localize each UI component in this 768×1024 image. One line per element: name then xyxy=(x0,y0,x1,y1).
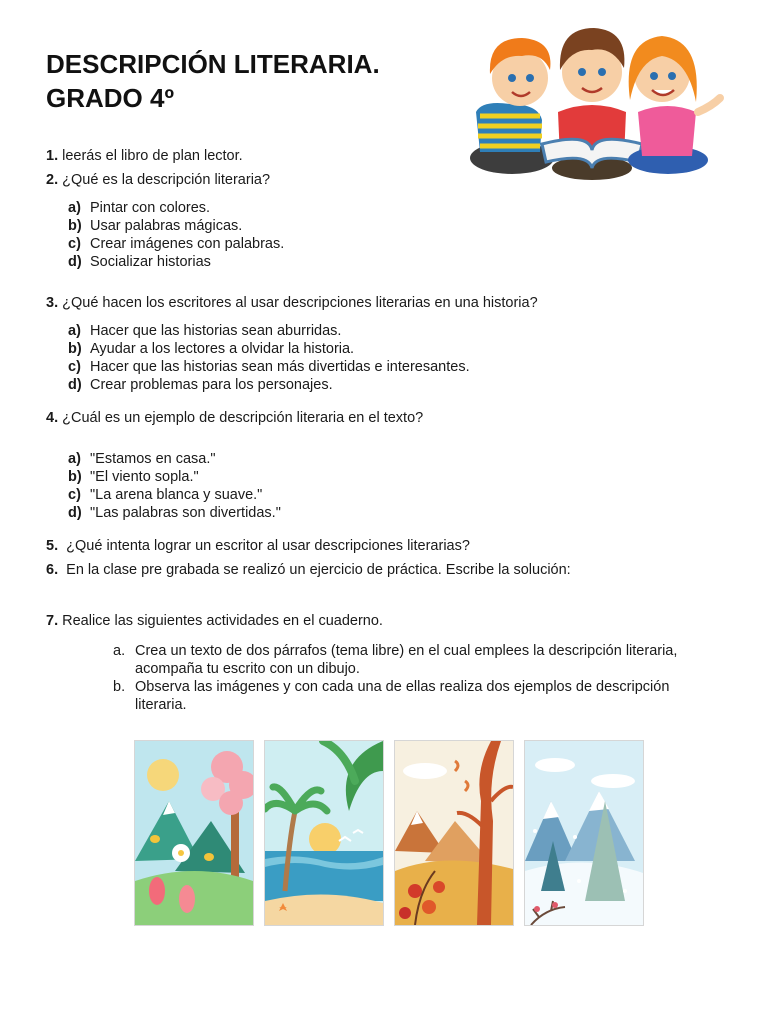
question-number: 5. xyxy=(46,538,59,554)
question-number: 4. xyxy=(46,410,59,426)
option-c xyxy=(68,486,281,504)
page-title xyxy=(46,47,380,115)
subitem-text: Crea un texto de dos párrafos (tema libre) en el cual emplees la descripción literaria, acompaña tu escrito con un dibujo. xyxy=(135,643,678,677)
option-key: b) xyxy=(68,341,82,357)
option-key: a) xyxy=(68,451,81,467)
option-text: "El viento sopla." xyxy=(90,469,199,485)
question-7 xyxy=(46,612,383,630)
option-key: a) xyxy=(68,323,81,339)
option-key: d) xyxy=(68,254,82,270)
question-number: 3. xyxy=(46,295,59,311)
question-text: En la clase pre grabada se realizó un ejercicio de práctica. Escribe la solución: xyxy=(66,562,571,578)
option-b xyxy=(68,340,470,358)
option-key: c) xyxy=(68,487,81,503)
option-text: "La arena blanca y suave." xyxy=(90,487,263,503)
children-reading-illustration xyxy=(462,20,724,188)
subitem-b xyxy=(113,678,713,714)
option-text: Ayudar a los lectores a olvidar la historia. xyxy=(90,341,355,357)
question-7-subitems xyxy=(113,642,713,714)
option-text: Crear imágenes con palabras. xyxy=(90,236,285,252)
question-number: 6. xyxy=(46,562,59,578)
option-a xyxy=(68,322,470,340)
title-line-2: GRADO 4º xyxy=(46,83,174,113)
question-1 xyxy=(46,147,243,165)
title-line-1: DESCRIPCIÓN LITERARIA. xyxy=(46,49,380,79)
option-key: a) xyxy=(68,200,81,216)
subitem-key: b. xyxy=(113,679,126,695)
question-number: 7. xyxy=(46,613,59,629)
option-d xyxy=(68,504,281,522)
option-text: Hacer que las historias sean más divertidas e interesantes. xyxy=(90,359,470,375)
question-text: ¿Cuál es un ejemplo de descripción literaria en el texto? xyxy=(62,410,424,426)
option-b xyxy=(68,217,284,235)
question-number: 2. xyxy=(46,172,59,188)
question-3 xyxy=(46,294,538,312)
option-text: Crear problemas para los personajes. xyxy=(90,377,333,393)
option-d xyxy=(68,376,470,394)
question-text: ¿Qué intenta lograr un escritor al usar descripciones literarias? xyxy=(66,538,470,554)
option-key: d) xyxy=(68,505,82,521)
subitem-text: Observa las imágenes y con cada una de ellas realiza dos ejemplos de descripción literaria. xyxy=(135,679,670,713)
question-text: Realice las siguientes actividades en el cuaderno. xyxy=(62,613,383,629)
option-key: c) xyxy=(68,359,81,375)
question-3-options xyxy=(68,322,470,394)
option-c xyxy=(68,235,284,253)
question-text: leerás el libro de plan lector. xyxy=(62,148,243,164)
question-4 xyxy=(46,409,423,427)
option-a xyxy=(68,199,284,217)
option-key: d) xyxy=(68,377,82,393)
option-text: Usar palabras mágicas. xyxy=(90,218,243,234)
question-text: ¿Qué es la descripción literaria? xyxy=(62,172,271,188)
option-b xyxy=(68,468,281,486)
question-number: 1. xyxy=(46,148,59,164)
option-key: b) xyxy=(68,469,82,485)
question-2 xyxy=(46,171,270,189)
option-d xyxy=(68,253,284,271)
question-text: ¿Qué hacen los escritores al usar descripciones literarias en una historia? xyxy=(62,295,538,311)
question-6 xyxy=(46,561,571,579)
option-text: Pintar con colores. xyxy=(90,200,211,216)
option-text: "Estamos en casa." xyxy=(90,451,216,467)
option-key: c) xyxy=(68,236,81,252)
question-5 xyxy=(46,537,470,555)
question-2-options xyxy=(68,199,284,271)
spring-illustration xyxy=(134,740,254,926)
option-a xyxy=(68,450,281,468)
subitem-key: a. xyxy=(113,643,126,659)
option-c xyxy=(68,358,470,376)
autumn-illustration xyxy=(394,740,514,926)
summer-beach-illustration xyxy=(264,740,384,926)
option-text: Hacer que las historias sean aburridas. xyxy=(90,323,342,339)
option-key: b) xyxy=(68,218,82,234)
option-text: Socializar historias xyxy=(90,254,211,270)
option-text: "Las palabras son divertidas." xyxy=(90,505,281,521)
question-4-options xyxy=(68,450,281,522)
subitem-a xyxy=(113,642,713,678)
winter-illustration xyxy=(524,740,644,926)
